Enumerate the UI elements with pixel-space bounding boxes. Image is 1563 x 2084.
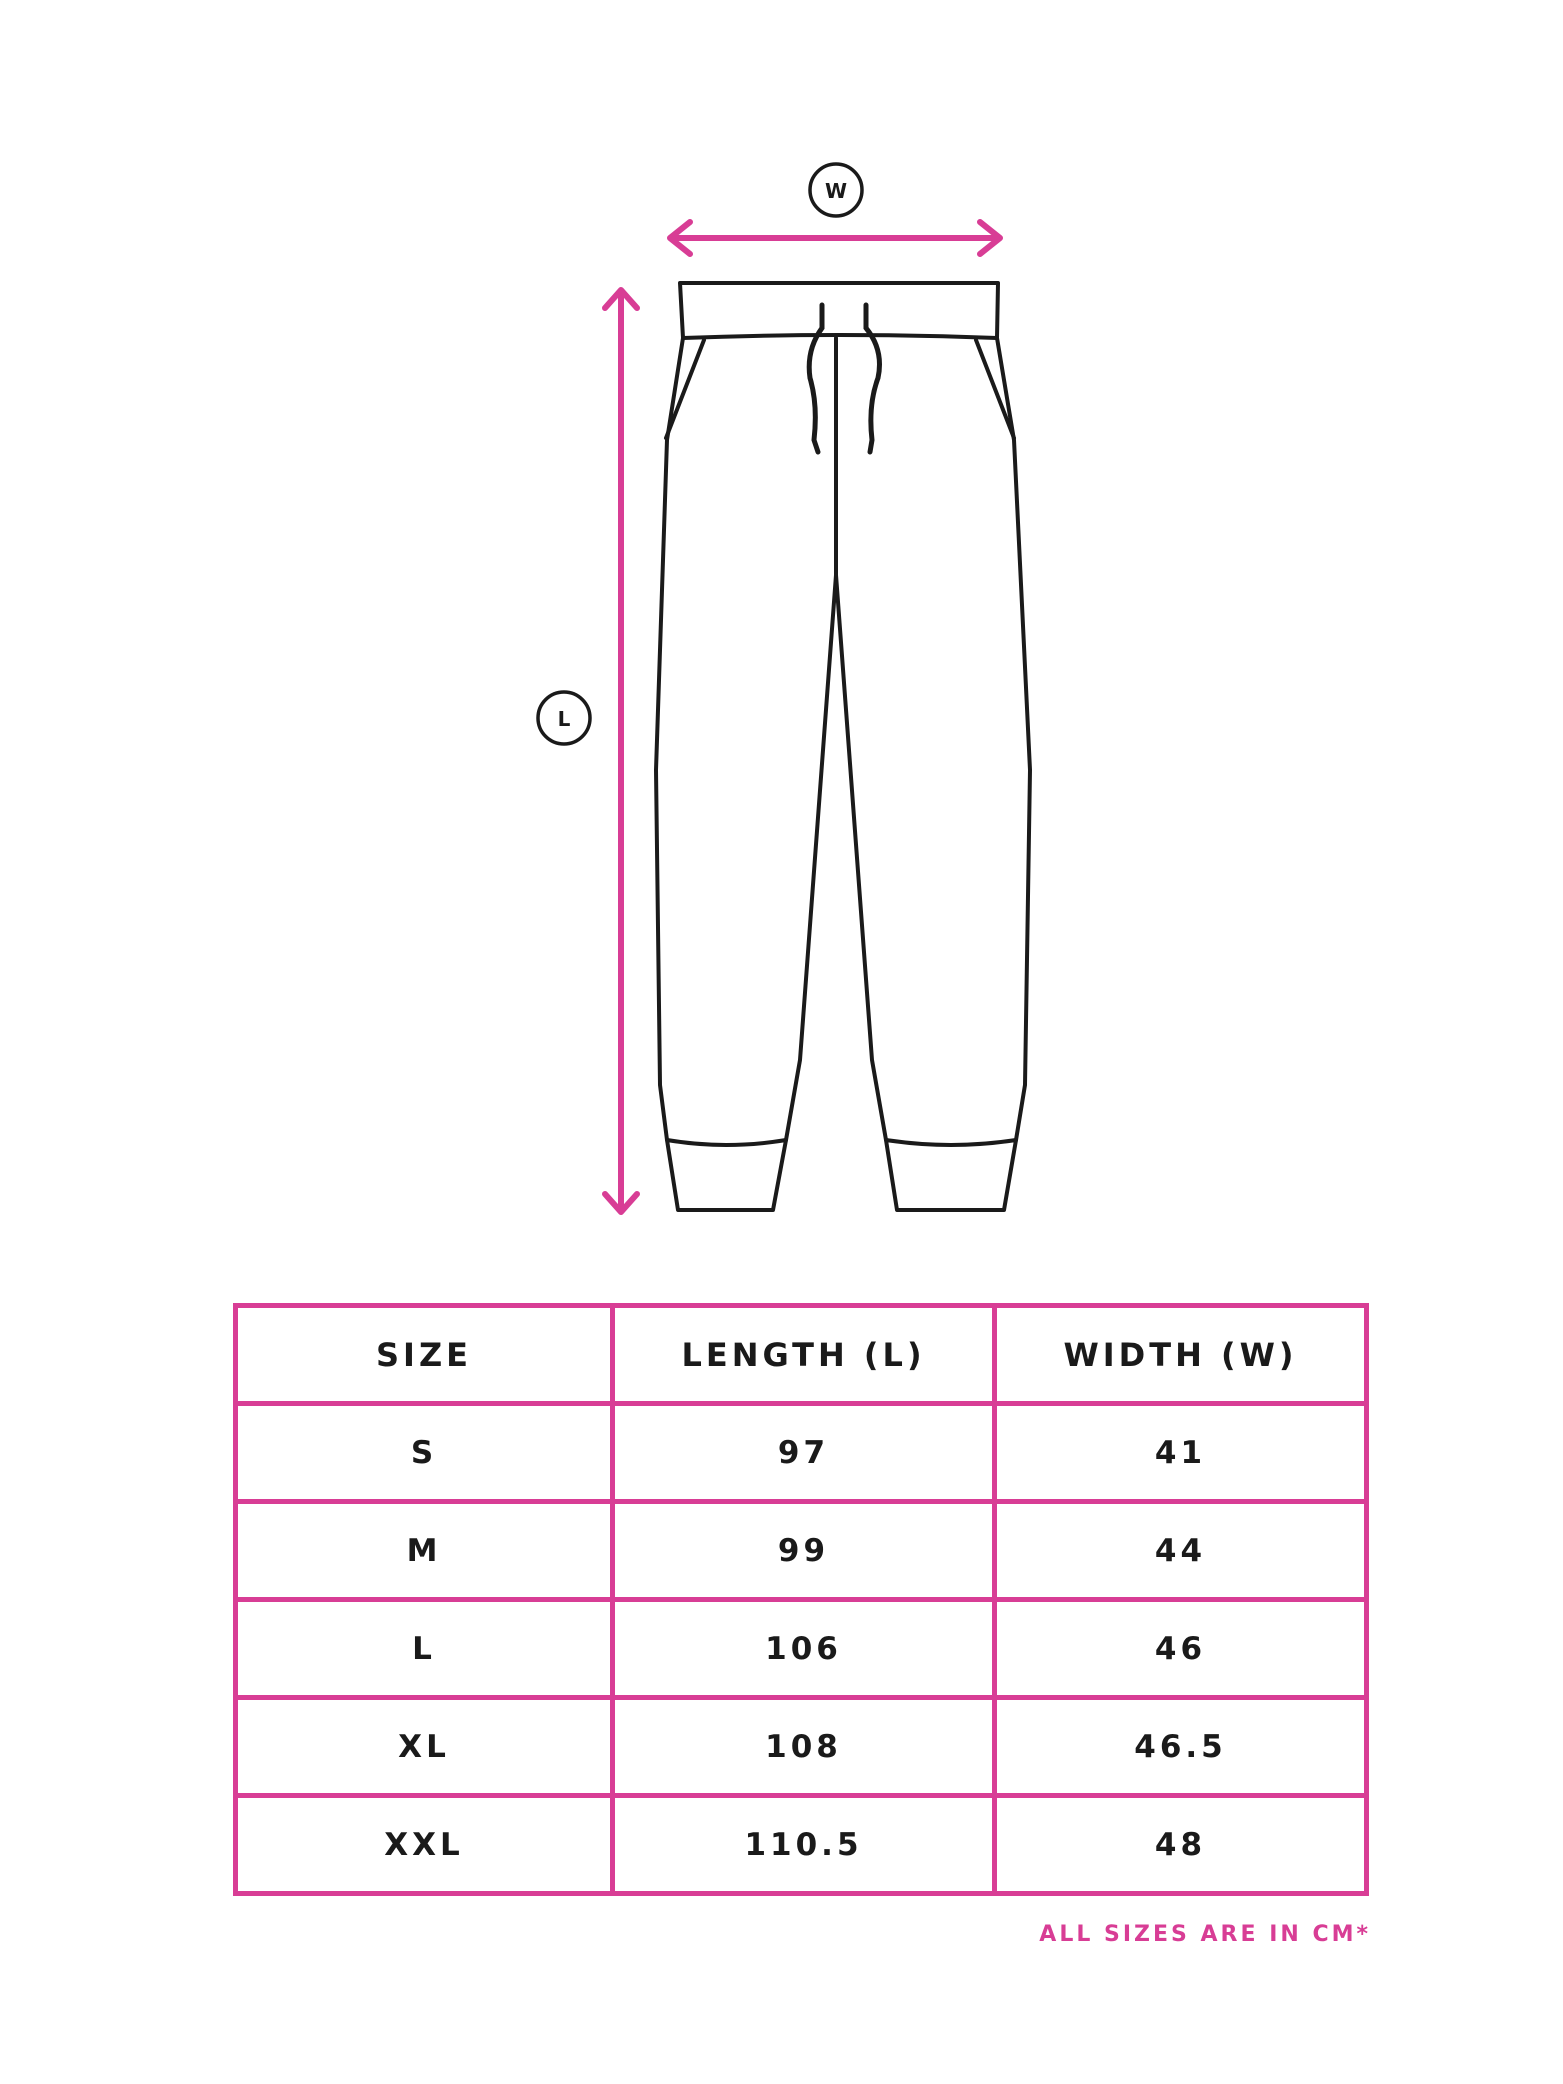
header-width: WIDTH (W) bbox=[995, 1306, 1367, 1404]
length-badge-label: L bbox=[557, 707, 571, 731]
cell-length: 99 bbox=[613, 1502, 995, 1600]
table-row bbox=[236, 1502, 1367, 1600]
header-length: LENGTH (L) bbox=[613, 1306, 995, 1404]
length-arrow bbox=[605, 290, 637, 1212]
cell-length: 110.5 bbox=[613, 1796, 995, 1894]
cell-width: 41 bbox=[995, 1404, 1367, 1502]
table-row bbox=[236, 1404, 1367, 1502]
table-row bbox=[236, 1796, 1367, 1894]
table-header-row bbox=[236, 1306, 1367, 1404]
pants-outline bbox=[656, 283, 1030, 1210]
header-size: SIZE bbox=[236, 1306, 613, 1404]
cell-size: L bbox=[236, 1600, 613, 1698]
cell-length: 108 bbox=[613, 1698, 995, 1796]
cell-size: M bbox=[236, 1502, 613, 1600]
length-badge bbox=[538, 692, 590, 744]
cell-size: XL bbox=[236, 1698, 613, 1796]
cell-size: XXL bbox=[236, 1796, 613, 1894]
cell-length: 97 bbox=[613, 1404, 995, 1502]
cell-width: 48 bbox=[995, 1796, 1367, 1894]
cell-width: 46.5 bbox=[995, 1698, 1367, 1796]
table-row bbox=[236, 1600, 1367, 1698]
table-row bbox=[236, 1698, 1367, 1796]
size-chart-table bbox=[233, 1303, 1369, 1896]
cell-length: 106 bbox=[613, 1600, 995, 1698]
units-footnote: ALL SIZES ARE IN CM* bbox=[1039, 1922, 1371, 1947]
width-badge-label: W bbox=[824, 179, 848, 203]
drawstrings bbox=[809, 305, 879, 452]
cell-width: 44 bbox=[995, 1502, 1367, 1600]
cell-width: 46 bbox=[995, 1600, 1367, 1698]
width-arrow bbox=[670, 222, 1000, 254]
cell-size: S bbox=[236, 1404, 613, 1502]
width-badge bbox=[810, 164, 862, 216]
